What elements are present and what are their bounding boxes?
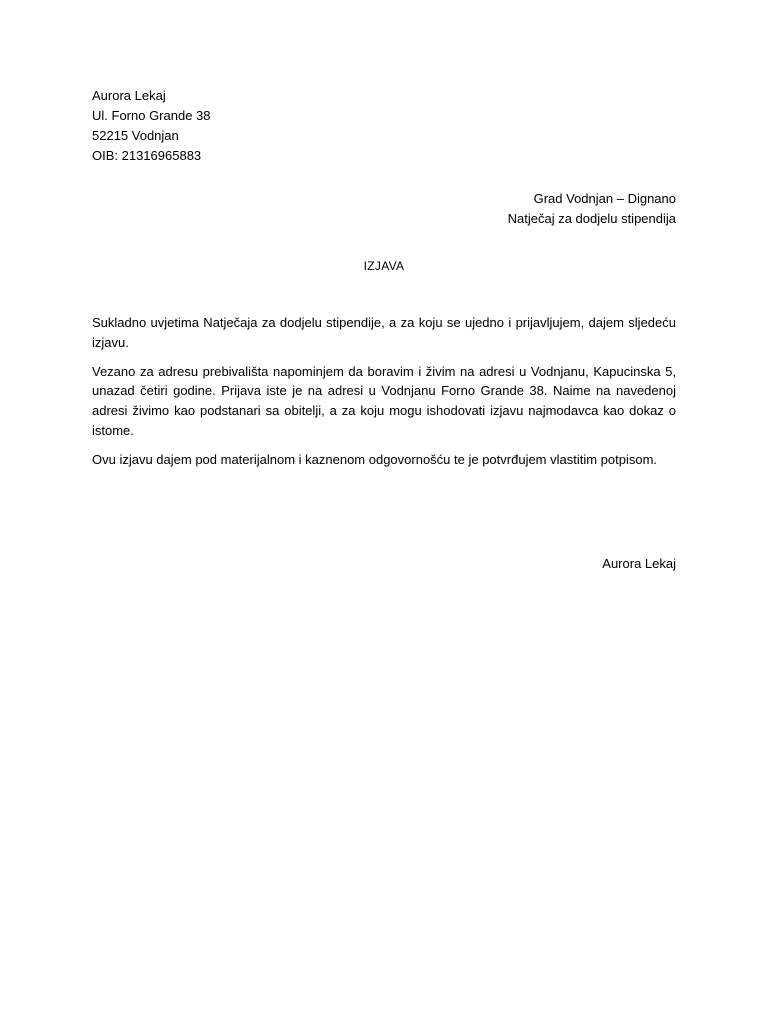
recipient-line-1: Grad Vodnjan – Dignano — [533, 191, 676, 206]
document-title: IZJAVA — [363, 259, 405, 273]
sender-street: Ul. Forno Grande 38 — [92, 108, 211, 123]
paragraph-responsibility: Ovu izjavu dajem pod materijalnom i kaznenom odgovornošću te je potvrđujem vlastitim potpisom. — [92, 451, 658, 467]
recipient-block — [508, 189, 676, 229]
sender-block — [92, 86, 211, 166]
sender-oib: OIB: 21316965883 — [92, 148, 202, 163]
paragraph-intro: Sukladno uvjetima Natječaja za dodjelu stipendije, a za koju se ujedno i prijavljujem, dajem sljedeću izjavu. — [92, 315, 676, 350]
statement-body — [92, 313, 676, 479]
paragraph-residence: Vezano za adresu prebivališta napominjem da boravim i živim na adresi u Vodnjanu, Kapucinska 5, unazad četiri godine. Prijava iste je na adresi u Vodnjanu Forno Grande 38. Naime na navedenoj adresi živimo kao podstanari sa obitelji, a za koju mogu ishodovati izjavu najmodavca kao dokaz o istome. — [92, 363, 676, 438]
sender-name: Aurora Lekaj — [92, 88, 166, 103]
signature-name: Aurora Lekaj — [602, 556, 676, 571]
recipient-line-2: Natječaj za dodjelu stipendija — [507, 211, 676, 226]
sender-city: 52215 Vodnjan — [92, 128, 179, 143]
